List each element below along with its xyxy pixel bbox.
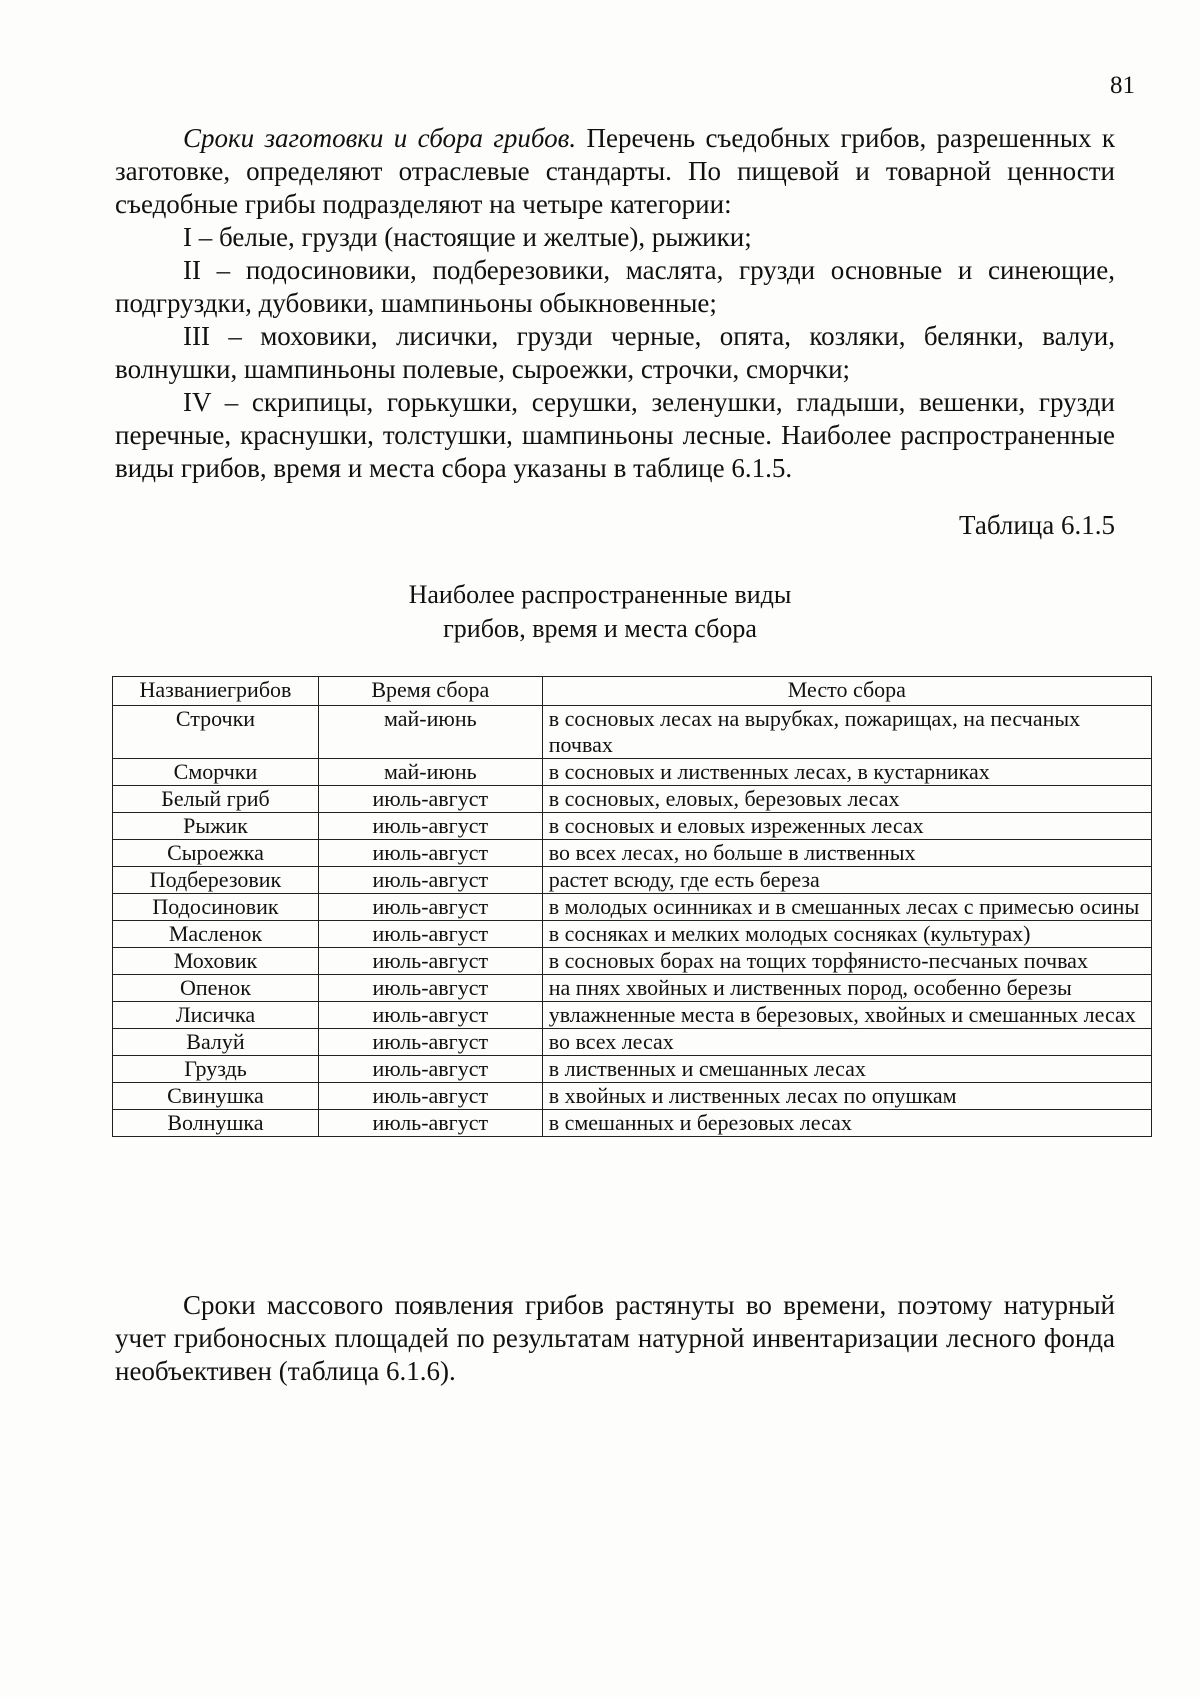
cell-collection-time: май-июнь [318,706,542,759]
cell-mushroom-name: Подосиновик [113,894,319,921]
table-row [113,759,1152,786]
table-row [113,1110,1152,1137]
cell-collection-place: в смешанных и березовых лесах [542,1110,1151,1137]
cell-mushroom-name: Строчки [113,706,319,759]
cell-mushroom-name: Сморчки [113,759,319,786]
cell-collection-time: июль-август [318,921,542,948]
cell-mushroom-name: Масленок [113,921,319,948]
table-row [113,1029,1152,1056]
cell-collection-place: в сосновых лесах на вырубках, пожарищах, на песчаных почвах [542,706,1151,759]
cell-collection-time: июль-август [318,1029,542,1056]
cell-collection-time: июль-август [318,840,542,867]
table-row [113,975,1152,1002]
cell-collection-time: июль-август [318,867,542,894]
table-body [113,706,1152,1137]
table-row [113,1083,1152,1110]
table-row [113,840,1152,867]
table-label: Таблица 6.1.5 [959,510,1115,540]
cell-mushroom-name: Сыроежка [113,840,319,867]
cell-collection-time: июль-август [318,1056,542,1083]
table-row [113,894,1152,921]
cell-mushroom-name: Моховик [113,948,319,975]
table-header-row [113,677,1152,706]
cell-collection-time: июль-август [318,813,542,840]
intro-text [115,122,1115,485]
cell-collection-time: июль-август [318,1083,542,1110]
cell-collection-place: во всех лесах [542,1029,1151,1056]
header-name: Названиегрибов [113,677,319,706]
cell-collection-place: в лиственных и смешанных лесах [542,1056,1151,1083]
cell-collection-time: июль-август [318,975,542,1002]
table-title-line-1: Наиболее распространенные виды [408,580,792,609]
cell-mushroom-name: Валуй [113,1029,319,1056]
table-row [113,1002,1152,1029]
page-number: 81 [1110,72,1135,99]
cell-mushroom-name: Рыжик [113,813,319,840]
header-place: Место сбора [542,677,1151,706]
mushroom-table [112,676,1152,1137]
cell-collection-place: на пнях хвойных и лиственных пород, особенно березы [542,975,1151,1002]
table-row [113,921,1152,948]
cell-collection-place: в молодых осинниках и в смешанных лесах с примесью осины [542,894,1151,921]
cell-mushroom-name: Волнушка [113,1110,319,1137]
table-title-line-2: грибов, время и места сбора [443,614,757,643]
outro-paragraph: Сроки массового появления грибов растянуты во времени, поэтому натурный учет грибоносных площадей по результатам натурной инвентаризации лесного фонда необъективен (таблица 6.1.6). [115,1290,1115,1386]
table-row [113,948,1152,975]
table-row [113,867,1152,894]
cell-collection-place: в сосняках и мелких молодых сосняках (культурах) [542,921,1151,948]
table-title [280,578,920,646]
category-2: II – подосиновики, подберезовики, маслята, грузди основные и синеющие, подгруздки, дубовики, шампиньоны обыкновенные; [115,255,1115,318]
cell-mushroom-name: Белый гриб [113,786,319,813]
cell-collection-time: май-июнь [318,759,542,786]
cell-collection-place: во всех лесах, но больше в лиственных [542,840,1151,867]
outro-text [115,1289,1115,1388]
cell-collection-time: июль-август [318,786,542,813]
intro-paragraph [115,122,1115,221]
cell-collection-time: июль-август [318,894,542,921]
cell-mushroom-name: Подберезовик [113,867,319,894]
cell-collection-place: в хвойных и лиственных лесах по опушкам [542,1083,1151,1110]
table-row [113,786,1152,813]
intro-lead-text: Перечень съедобных грибов, разрешенных к заготовке, определяют отраслевые стандарты. По пищевой и товарной ценности съедобные грибы подразделяют на четыре категории: [115,123,1115,219]
cell-collection-place: увлажненные места в березовых, хвойных и смешанных лесах [542,1002,1151,1029]
category-3: III – моховики, лисички, грузди черные, опята, козляки, белянки, валуи, волнушки, шампиньоны полевые, сыроежки, строчки, сморчки; [115,321,1115,384]
cell-collection-time: июль-август [318,948,542,975]
cell-collection-place: растет всюду, где есть береза [542,867,1151,894]
cell-collection-place: в сосновых и еловых изреженных лесах [542,813,1151,840]
cell-collection-place: в сосновых и лиственных лесах, в кустарниках [542,759,1151,786]
cell-mushroom-name: Опенок [113,975,319,1002]
table-row [113,706,1152,759]
cell-collection-time: июль-август [318,1002,542,1029]
mushroom-table-grid [112,676,1152,1137]
table-row [113,1056,1152,1083]
category-4: IV – скрипицы, горькушки, серушки, зеленушки, гладыши, вешенки, грузди перечные, краснушки, толстушки, шампиньоны лесные. Наиболее распространенные виды грибов, время и места сбора указаны в таблице 6.1.5. [115,387,1115,483]
header-time: Время сбора [318,677,542,706]
cell-collection-place: в сосновых, еловых, березовых лесах [542,786,1151,813]
cell-mushroom-name: Лисичка [113,1002,319,1029]
intro-italic-heading: Сроки заготовки и сбора грибов. [183,123,577,153]
table-row [113,813,1152,840]
cell-collection-place: в сосновых борах на тощих торфянисто-песчаных почвах [542,948,1151,975]
cell-mushroom-name: Свинушка [113,1083,319,1110]
cell-collection-time: июль-август [318,1110,542,1137]
cell-mushroom-name: Груздь [113,1056,319,1083]
category-1: I – белые, грузди (настоящие и желтые), рыжики; [183,222,752,252]
